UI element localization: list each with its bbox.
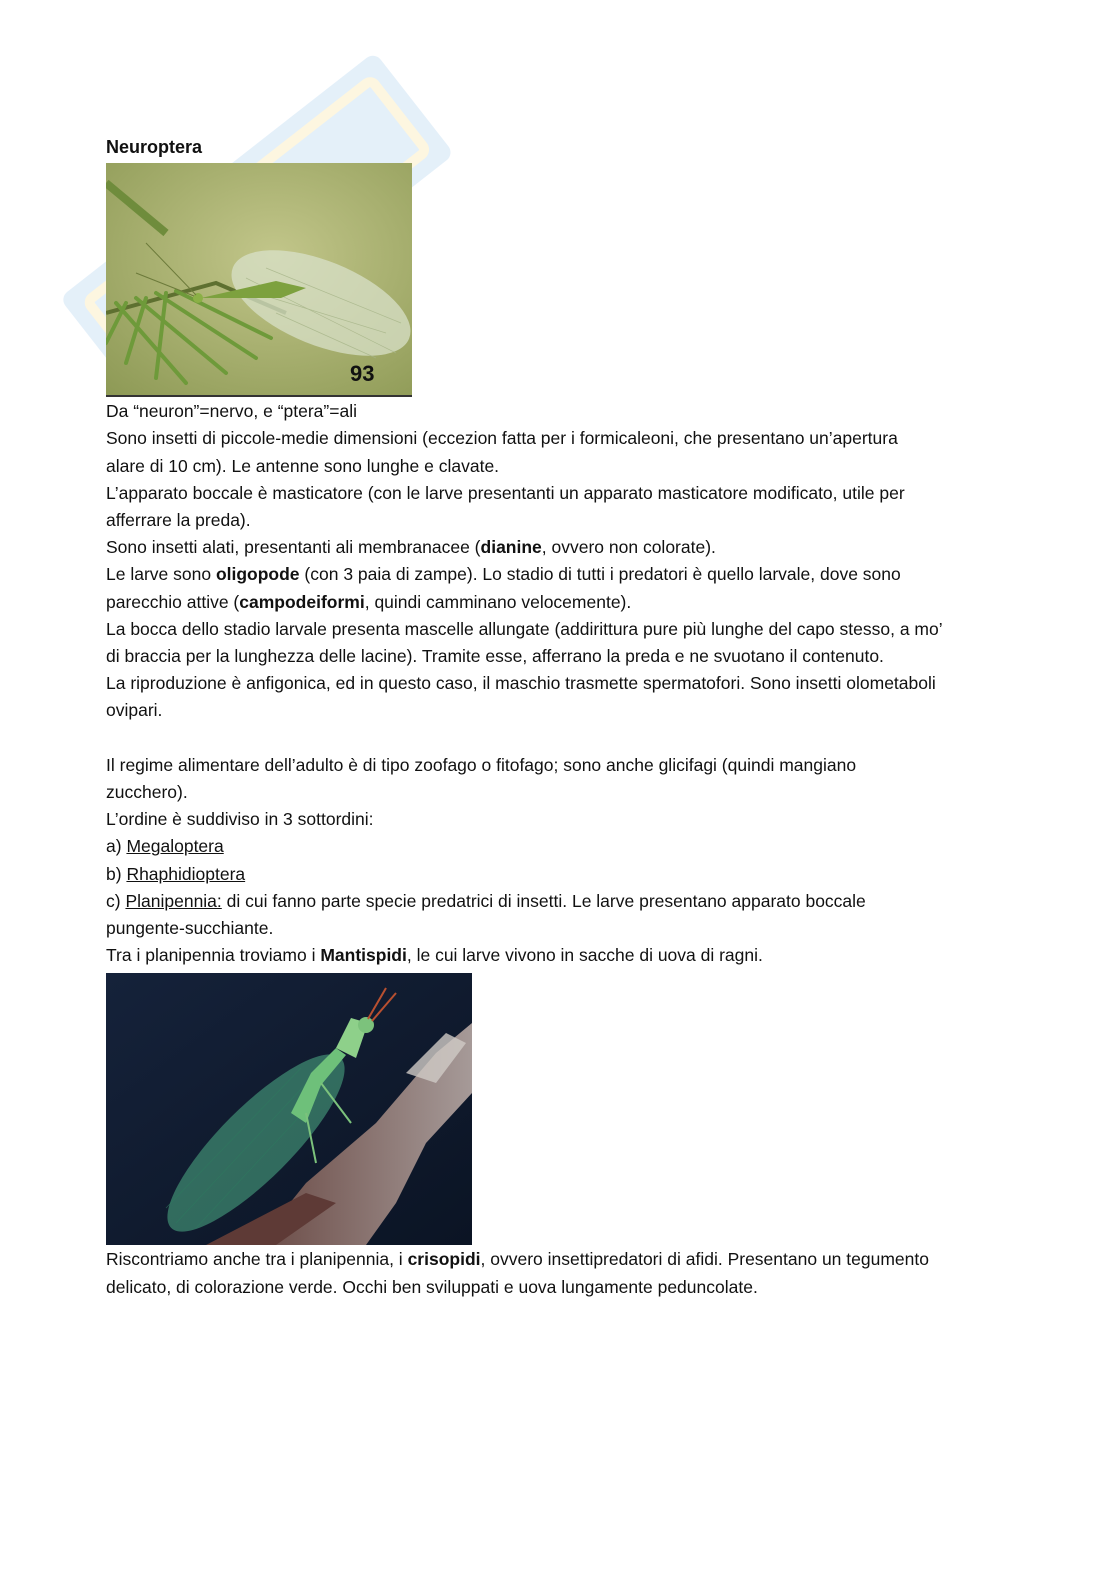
- mouth-line-1: L’apparato boccale è masticatore (con le larve presentanti un apparato masticatore modificato, utile per: [106, 482, 905, 503]
- suborder-c-text: di cui fanno parte specie predatrici di insetti. Le larve presentano apparato boccale: [221, 890, 866, 911]
- suborder-a: [106, 833, 1026, 860]
- mantispidi-line: [106, 942, 1026, 969]
- page-title: Neuroptera: [106, 137, 203, 157]
- repro-line-1: La riproduzione è anfigonica, ed in questo caso, il maschio trasmette spermatofori. Sono insetti olometaboli: [106, 673, 936, 694]
- crisopidi-line: [106, 1246, 1026, 1273]
- term-mantispidi: Mantispidi: [320, 945, 407, 966]
- suborder-c: [106, 888, 1026, 915]
- term-dianine: dianine: [480, 537, 542, 558]
- suborder-a-prefix: a): [106, 836, 127, 857]
- active-line: [106, 589, 1026, 616]
- etymology: Da “neuron”=nervo, e “ptera”=ali: [106, 401, 357, 422]
- term-oligopode: oligopode: [215, 564, 300, 585]
- term-megaloptera: Megaloptera: [126, 836, 224, 857]
- term-planipennia: Planipennia:: [125, 890, 222, 911]
- document-body: [106, 134, 1026, 1301]
- active-pre: parecchio attive (: [106, 591, 240, 612]
- figure-number: 93: [350, 361, 375, 387]
- crisopidi-line-2: delicato, di colorazione verde. Occhi ben sviluppati e uova lungamente peduncolate.: [106, 1276, 758, 1297]
- wings-pre: Sono insetti alati, presentanti ali membranacee (: [106, 537, 481, 558]
- suborder-b-prefix: b): [106, 863, 127, 884]
- suborder-b: [106, 861, 1026, 888]
- mantispid-photo: [106, 973, 472, 1245]
- larvae-pre: Le larve sono: [106, 564, 216, 585]
- suborder-c-cont: pungente-succhiante.: [106, 918, 274, 939]
- suborder-c-prefix: c): [106, 890, 126, 911]
- size-line-1: Sono insetti di piccole-medie dimensioni (eccezion fatta per i formicaleoni, che presentano un’apertura: [106, 428, 898, 449]
- mouth-line-2: afferrare la preda).: [106, 510, 251, 531]
- repro-line-2: ovipari.: [106, 700, 163, 721]
- larvae-post: (con 3 paia di zampe). Lo stadio di tutti i predatori è quello larvale, dove sono: [299, 564, 901, 585]
- term-rhaphidioptera: Rhaphidioptera: [126, 863, 246, 884]
- mant-pre: Tra i planipennia troviamo i: [106, 945, 321, 966]
- larvae-line: [106, 561, 1026, 588]
- order-line: L’ordine è suddiviso in 3 sottordini:: [106, 809, 374, 830]
- diet-line-1: Il regime alimentare dell’adulto è di tipo zoofago o fitofago; sono anche glicifagi (quindi mangiano: [106, 754, 857, 775]
- wings-post: , ovvero non colorate).: [541, 537, 716, 558]
- diet-line-2: zucchero).: [106, 782, 188, 803]
- jaw-line-2: di braccia per la lunghezza delle lacine). Tramite esse, afferrano la preda e ne svuotano il contenuto.: [106, 646, 884, 667]
- jaw-line-1: La bocca dello stadio larvale presenta mascelle allungate (addirittura pure più lunghe del capo stesso, a mo’: [106, 618, 943, 639]
- mant-post: , le cui larve vivono in sacche di uova di ragni.: [406, 945, 763, 966]
- term-campodeiformi: campodeiformi: [239, 591, 365, 612]
- blank-line: [106, 725, 1026, 752]
- cris-pre: Riscontriamo anche tra i planipennia, i: [106, 1249, 408, 1270]
- active-post: , quindi camminano velocemente).: [364, 591, 632, 612]
- size-line-2: alare di 10 cm). Le antenne sono lunghe e clavate.: [106, 455, 500, 476]
- lacewing-photo: [106, 163, 412, 397]
- cris-post: , ovvero insettipredatori di afidi. Presentano un tegumento: [480, 1249, 929, 1270]
- term-crisopidi: crisopidi: [407, 1249, 481, 1270]
- wings-line: [106, 534, 1026, 561]
